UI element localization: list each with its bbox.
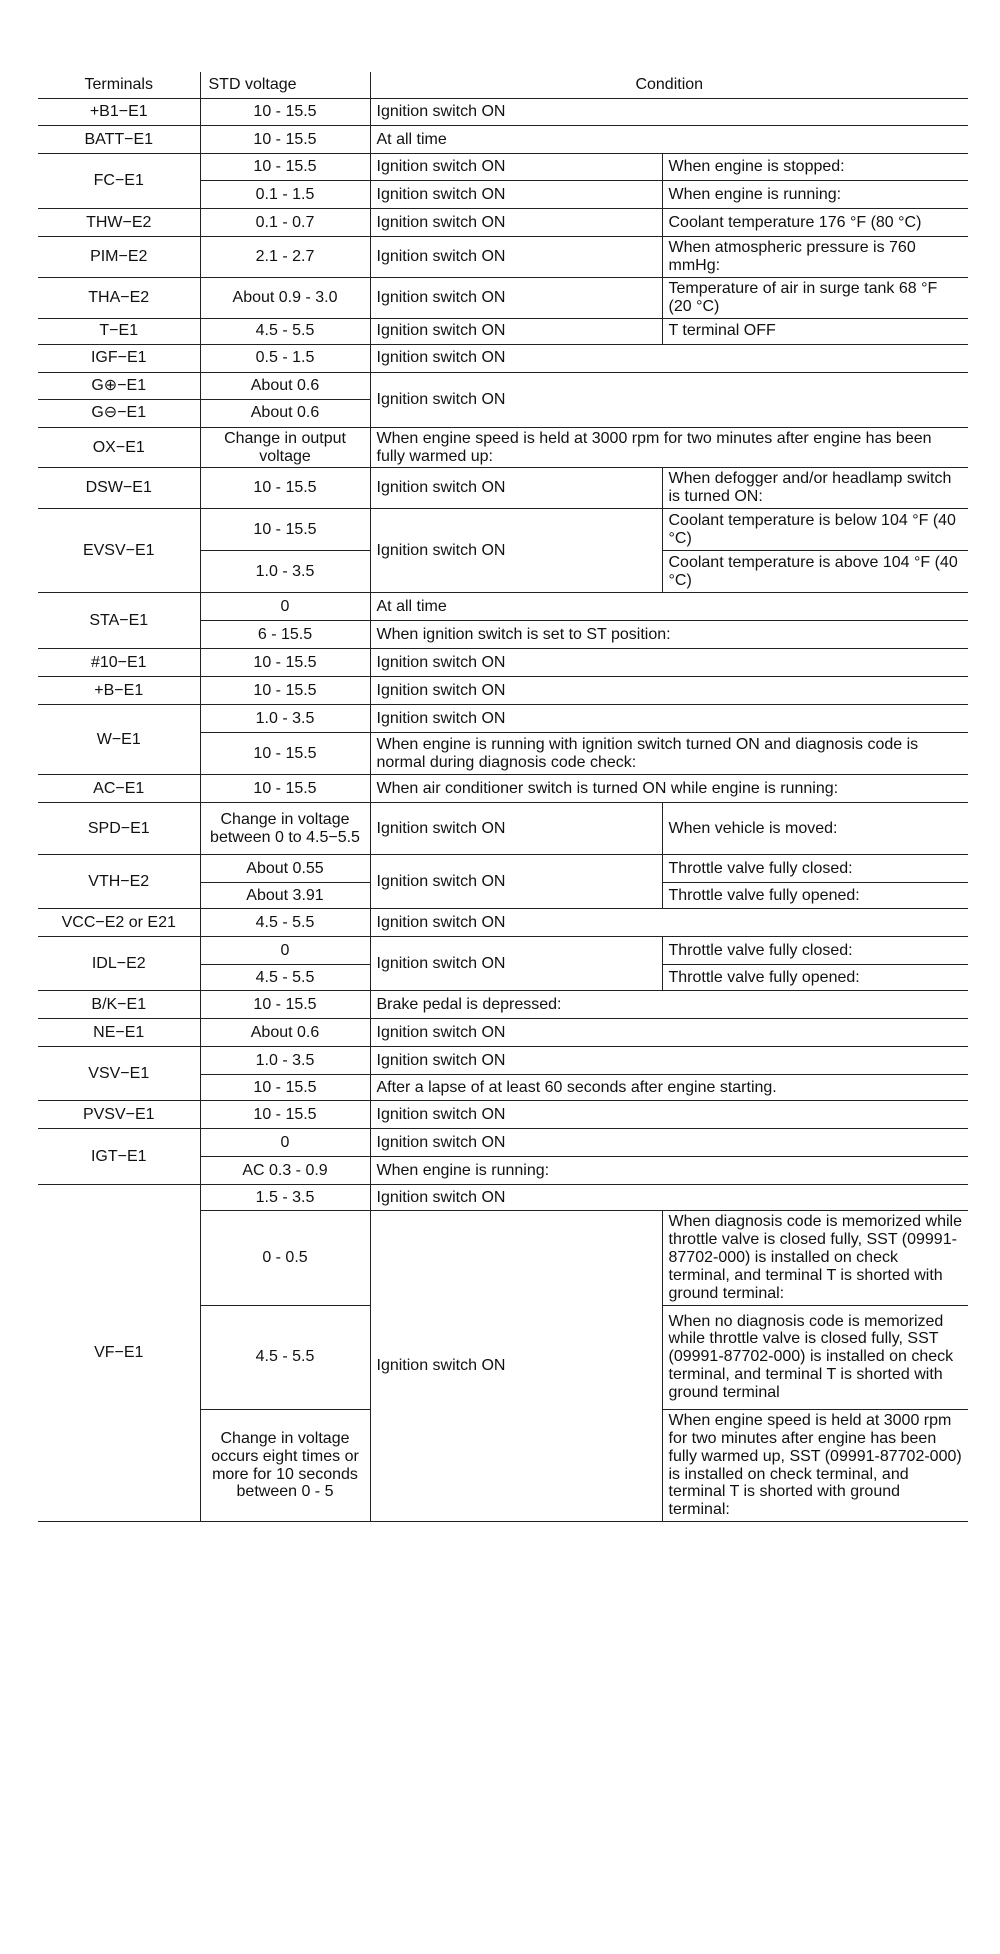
- table-row: [38, 855, 968, 883]
- std-voltage-cell: Change in voltage occurs eight times or more for 10 seconds between 0 - 5: [200, 1409, 370, 1521]
- table-row: [38, 1185, 968, 1211]
- table-row: [38, 775, 968, 803]
- std-voltage-cell: About 0.6: [200, 372, 370, 399]
- condition-cell: Ignition switch ON: [370, 154, 662, 181]
- terminal-cell: G⊕−E1: [38, 372, 200, 399]
- std-voltage-cell: Change in voltage between 0 to 4.5−5.5: [200, 803, 370, 855]
- table-row: [38, 649, 968, 677]
- terminal-cell: IGT−E1: [38, 1129, 200, 1185]
- condition-cell: Ignition switch ON: [370, 937, 662, 991]
- std-voltage-cell: 6 - 15.5: [200, 621, 370, 649]
- terminal-cell: VCC−E2 or E21: [38, 909, 200, 937]
- condition-cell: Ignition switch ON: [370, 909, 968, 937]
- condition-cell: Ignition switch ON: [370, 372, 968, 427]
- terminal-cell: STA−E1: [38, 593, 200, 649]
- header-row: [38, 72, 968, 99]
- condition-detail-cell: When no diagnosis code is memorized while throttle valve is closed fully, SST (09991-87702-000) is installed on check terminal, and terminal T is shorted with ground terminal: [662, 1305, 968, 1409]
- condition-detail-cell: Throttle valve fully opened:: [662, 883, 968, 909]
- terminal-cell: PIM−E2: [38, 237, 200, 278]
- table-row: [38, 909, 968, 937]
- condition-cell: Ignition switch ON: [370, 677, 968, 705]
- terminal-cell: +B1−E1: [38, 99, 200, 126]
- terminal-cell: B/K−E1: [38, 991, 200, 1019]
- condition-detail-cell: When vehicle is moved:: [662, 803, 968, 855]
- std-voltage-cell: 0.5 - 1.5: [200, 344, 370, 372]
- table-row: [38, 937, 968, 965]
- table-row: [38, 154, 968, 181]
- std-voltage-cell: 10 - 15.5: [200, 1075, 370, 1101]
- std-voltage-cell: About 3.91: [200, 883, 370, 909]
- table-row: [38, 1019, 968, 1047]
- std-voltage-cell: 4.5 - 5.5: [200, 909, 370, 937]
- condition-cell: At all time: [370, 593, 968, 621]
- condition-detail-cell: When engine speed is held at 3000 rpm for two minutes after engine has been fully warmed up, SST (09991-87702-000) is installed on check terminal, and terminal T is shorted with ground terminal:: [662, 1409, 968, 1521]
- std-voltage-cell: 10 - 15.5: [200, 99, 370, 126]
- terminal-cell: FC−E1: [38, 154, 200, 209]
- terminal-cell: SPD−E1: [38, 803, 200, 855]
- condition-cell: Ignition switch ON: [370, 99, 968, 126]
- table-row: [38, 277, 968, 318]
- condition-detail-cell: When diagnosis code is memorized while throttle valve is closed fully, SST (09991-87702-000) is installed on check terminal, and terminal T is shorted with ground terminal:: [662, 1211, 968, 1306]
- condition-cell: Ignition switch ON: [370, 318, 662, 344]
- condition-cell: When engine speed is held at 3000 rpm for two minutes after engine has been fully warmed up:: [370, 427, 968, 468]
- condition-cell: Ignition switch ON: [370, 649, 968, 677]
- condition-cell: Ignition switch ON: [370, 1185, 968, 1211]
- header-terminals: Terminals: [38, 72, 200, 99]
- condition-detail-cell: Throttle valve fully closed:: [662, 855, 968, 883]
- table-row: [38, 427, 968, 468]
- condition-detail-cell: When defogger and/or headlamp switch is turned ON:: [662, 468, 968, 509]
- std-voltage-cell: AC 0.3 - 0.9: [200, 1157, 370, 1185]
- header-condition: Condition: [370, 72, 968, 99]
- terminal-cell: DSW−E1: [38, 468, 200, 509]
- condition-cell: Ignition switch ON: [370, 1019, 968, 1047]
- condition-cell: Ignition switch ON: [370, 277, 662, 318]
- table-row: [38, 344, 968, 372]
- condition-detail-cell: Coolant temperature 176 °F (80 °C): [662, 209, 968, 237]
- table-body: [38, 99, 968, 1522]
- std-voltage-cell: 10 - 15.5: [200, 126, 370, 154]
- std-voltage-cell: 4.5 - 5.5: [200, 965, 370, 991]
- std-voltage-cell: 10 - 15.5: [200, 677, 370, 705]
- terminal-cell: W−E1: [38, 705, 200, 775]
- std-voltage-cell: 0.1 - 1.5: [200, 181, 370, 209]
- terminal-cell: NE−E1: [38, 1019, 200, 1047]
- table-row: [38, 509, 968, 551]
- condition-cell: When ignition switch is set to ST position:: [370, 621, 968, 649]
- table-row: [38, 237, 968, 278]
- condition-detail-cell: T terminal OFF: [662, 318, 968, 344]
- std-voltage-cell: 0.1 - 0.7: [200, 209, 370, 237]
- condition-cell: When engine is running with ignition switch turned ON and diagnosis code is normal during diagnosis code check:: [370, 733, 968, 775]
- condition-detail-cell: Throttle valve fully closed:: [662, 937, 968, 965]
- terminal-cell: +B−E1: [38, 677, 200, 705]
- terminal-cell: BATT−E1: [38, 126, 200, 154]
- terminal-cell: T−E1: [38, 318, 200, 344]
- table-row: [38, 468, 968, 509]
- std-voltage-cell: 10 - 15.5: [200, 1101, 370, 1129]
- terminal-cell: PVSV−E1: [38, 1101, 200, 1129]
- condition-detail-cell: When atmospheric pressure is 760 mmHg:: [662, 237, 968, 278]
- std-voltage-cell: Change in output voltage: [200, 427, 370, 468]
- condition-cell: Ignition switch ON: [370, 1129, 968, 1157]
- terminal-cell: #10−E1: [38, 649, 200, 677]
- terminal-cell: AC−E1: [38, 775, 200, 803]
- condition-cell: At all time: [370, 126, 968, 154]
- std-voltage-cell: 1.0 - 3.5: [200, 1047, 370, 1075]
- std-voltage-cell: 10 - 15.5: [200, 991, 370, 1019]
- table-row: [38, 991, 968, 1019]
- condition-cell: Ignition switch ON: [370, 705, 968, 733]
- condition-cell: When air conditioner switch is turned ON while engine is running:: [370, 775, 968, 803]
- terminal-cell: EVSV−E1: [38, 509, 200, 593]
- table-row: [38, 593, 968, 621]
- condition-cell: Ignition switch ON: [370, 1211, 662, 1522]
- table-row: [38, 99, 968, 126]
- condition-cell: Ignition switch ON: [370, 1047, 968, 1075]
- table-row: [38, 803, 968, 855]
- table-row: [38, 126, 968, 154]
- terminal-cell: IGF−E1: [38, 344, 200, 372]
- terminal-cell: G⊖−E1: [38, 399, 200, 427]
- condition-cell: Ignition switch ON: [370, 509, 662, 593]
- std-voltage-cell: About 0.6: [200, 1019, 370, 1047]
- table-row: [38, 318, 968, 344]
- condition-cell: Ignition switch ON: [370, 468, 662, 509]
- table-row: [38, 209, 968, 237]
- terminal-cell: THW−E2: [38, 209, 200, 237]
- std-voltage-cell: 4.5 - 5.5: [200, 1305, 370, 1409]
- std-voltage-cell: 1.5 - 3.5: [200, 1185, 370, 1211]
- std-voltage-cell: 10 - 15.5: [200, 468, 370, 509]
- terminal-cell: IDL−E2: [38, 937, 200, 991]
- std-voltage-cell: 0 - 0.5: [200, 1211, 370, 1306]
- terminal-cell: OX−E1: [38, 427, 200, 468]
- std-voltage-cell: 10 - 15.5: [200, 509, 370, 551]
- condition-cell: Brake pedal is depressed:: [370, 991, 968, 1019]
- condition-cell: Ignition switch ON: [370, 855, 662, 909]
- std-voltage-cell: 4.5 - 5.5: [200, 318, 370, 344]
- std-voltage-cell: 2.1 - 2.7: [200, 237, 370, 278]
- terminal-cell: VTH−E2: [38, 855, 200, 909]
- std-voltage-cell: 10 - 15.5: [200, 649, 370, 677]
- condition-detail-cell: Coolant temperature is above 104 °F (40 °C): [662, 551, 968, 593]
- table-row: [38, 705, 968, 733]
- std-voltage-cell: About 0.55: [200, 855, 370, 883]
- condition-detail-cell: When engine is stopped:: [662, 154, 968, 181]
- condition-cell: Ignition switch ON: [370, 181, 662, 209]
- table-row: [38, 372, 968, 399]
- condition-cell: Ignition switch ON: [370, 237, 662, 278]
- condition-cell: After a lapse of at least 60 seconds after engine starting.: [370, 1075, 968, 1101]
- terminal-voltage-table: [38, 72, 968, 1522]
- condition-cell: Ignition switch ON: [370, 1101, 968, 1129]
- std-voltage-cell: 10 - 15.5: [200, 154, 370, 181]
- condition-cell: Ignition switch ON: [370, 344, 968, 372]
- condition-detail-cell: Throttle valve fully opened:: [662, 965, 968, 991]
- condition-cell: When engine is running:: [370, 1157, 968, 1185]
- std-voltage-cell: 0: [200, 593, 370, 621]
- std-voltage-cell: About 0.6: [200, 399, 370, 427]
- condition-detail-cell: Temperature of air in surge tank 68 °F (20 °C): [662, 277, 968, 318]
- std-voltage-cell: 10 - 15.5: [200, 733, 370, 775]
- table-row: [38, 677, 968, 705]
- condition-cell: Ignition switch ON: [370, 209, 662, 237]
- table-row: [38, 1129, 968, 1157]
- std-voltage-cell: 0: [200, 1129, 370, 1157]
- terminal-cell: THA−E2: [38, 277, 200, 318]
- condition-detail-cell: When engine is running:: [662, 181, 968, 209]
- header-std-voltage: STD voltage: [200, 72, 370, 99]
- terminal-cell: VF−E1: [38, 1185, 200, 1522]
- std-voltage-cell: 0: [200, 937, 370, 965]
- terminal-cell: VSV−E1: [38, 1047, 200, 1101]
- table-row: [38, 1047, 968, 1075]
- condition-cell: Ignition switch ON: [370, 803, 662, 855]
- condition-detail-cell: Coolant temperature is below 104 °F (40 °C): [662, 509, 968, 551]
- table-row: [38, 1101, 968, 1129]
- std-voltage-cell: 1.0 - 3.5: [200, 551, 370, 593]
- std-voltage-cell: 1.0 - 3.5: [200, 705, 370, 733]
- std-voltage-cell: About 0.9 - 3.0: [200, 277, 370, 318]
- std-voltage-cell: 10 - 15.5: [200, 775, 370, 803]
